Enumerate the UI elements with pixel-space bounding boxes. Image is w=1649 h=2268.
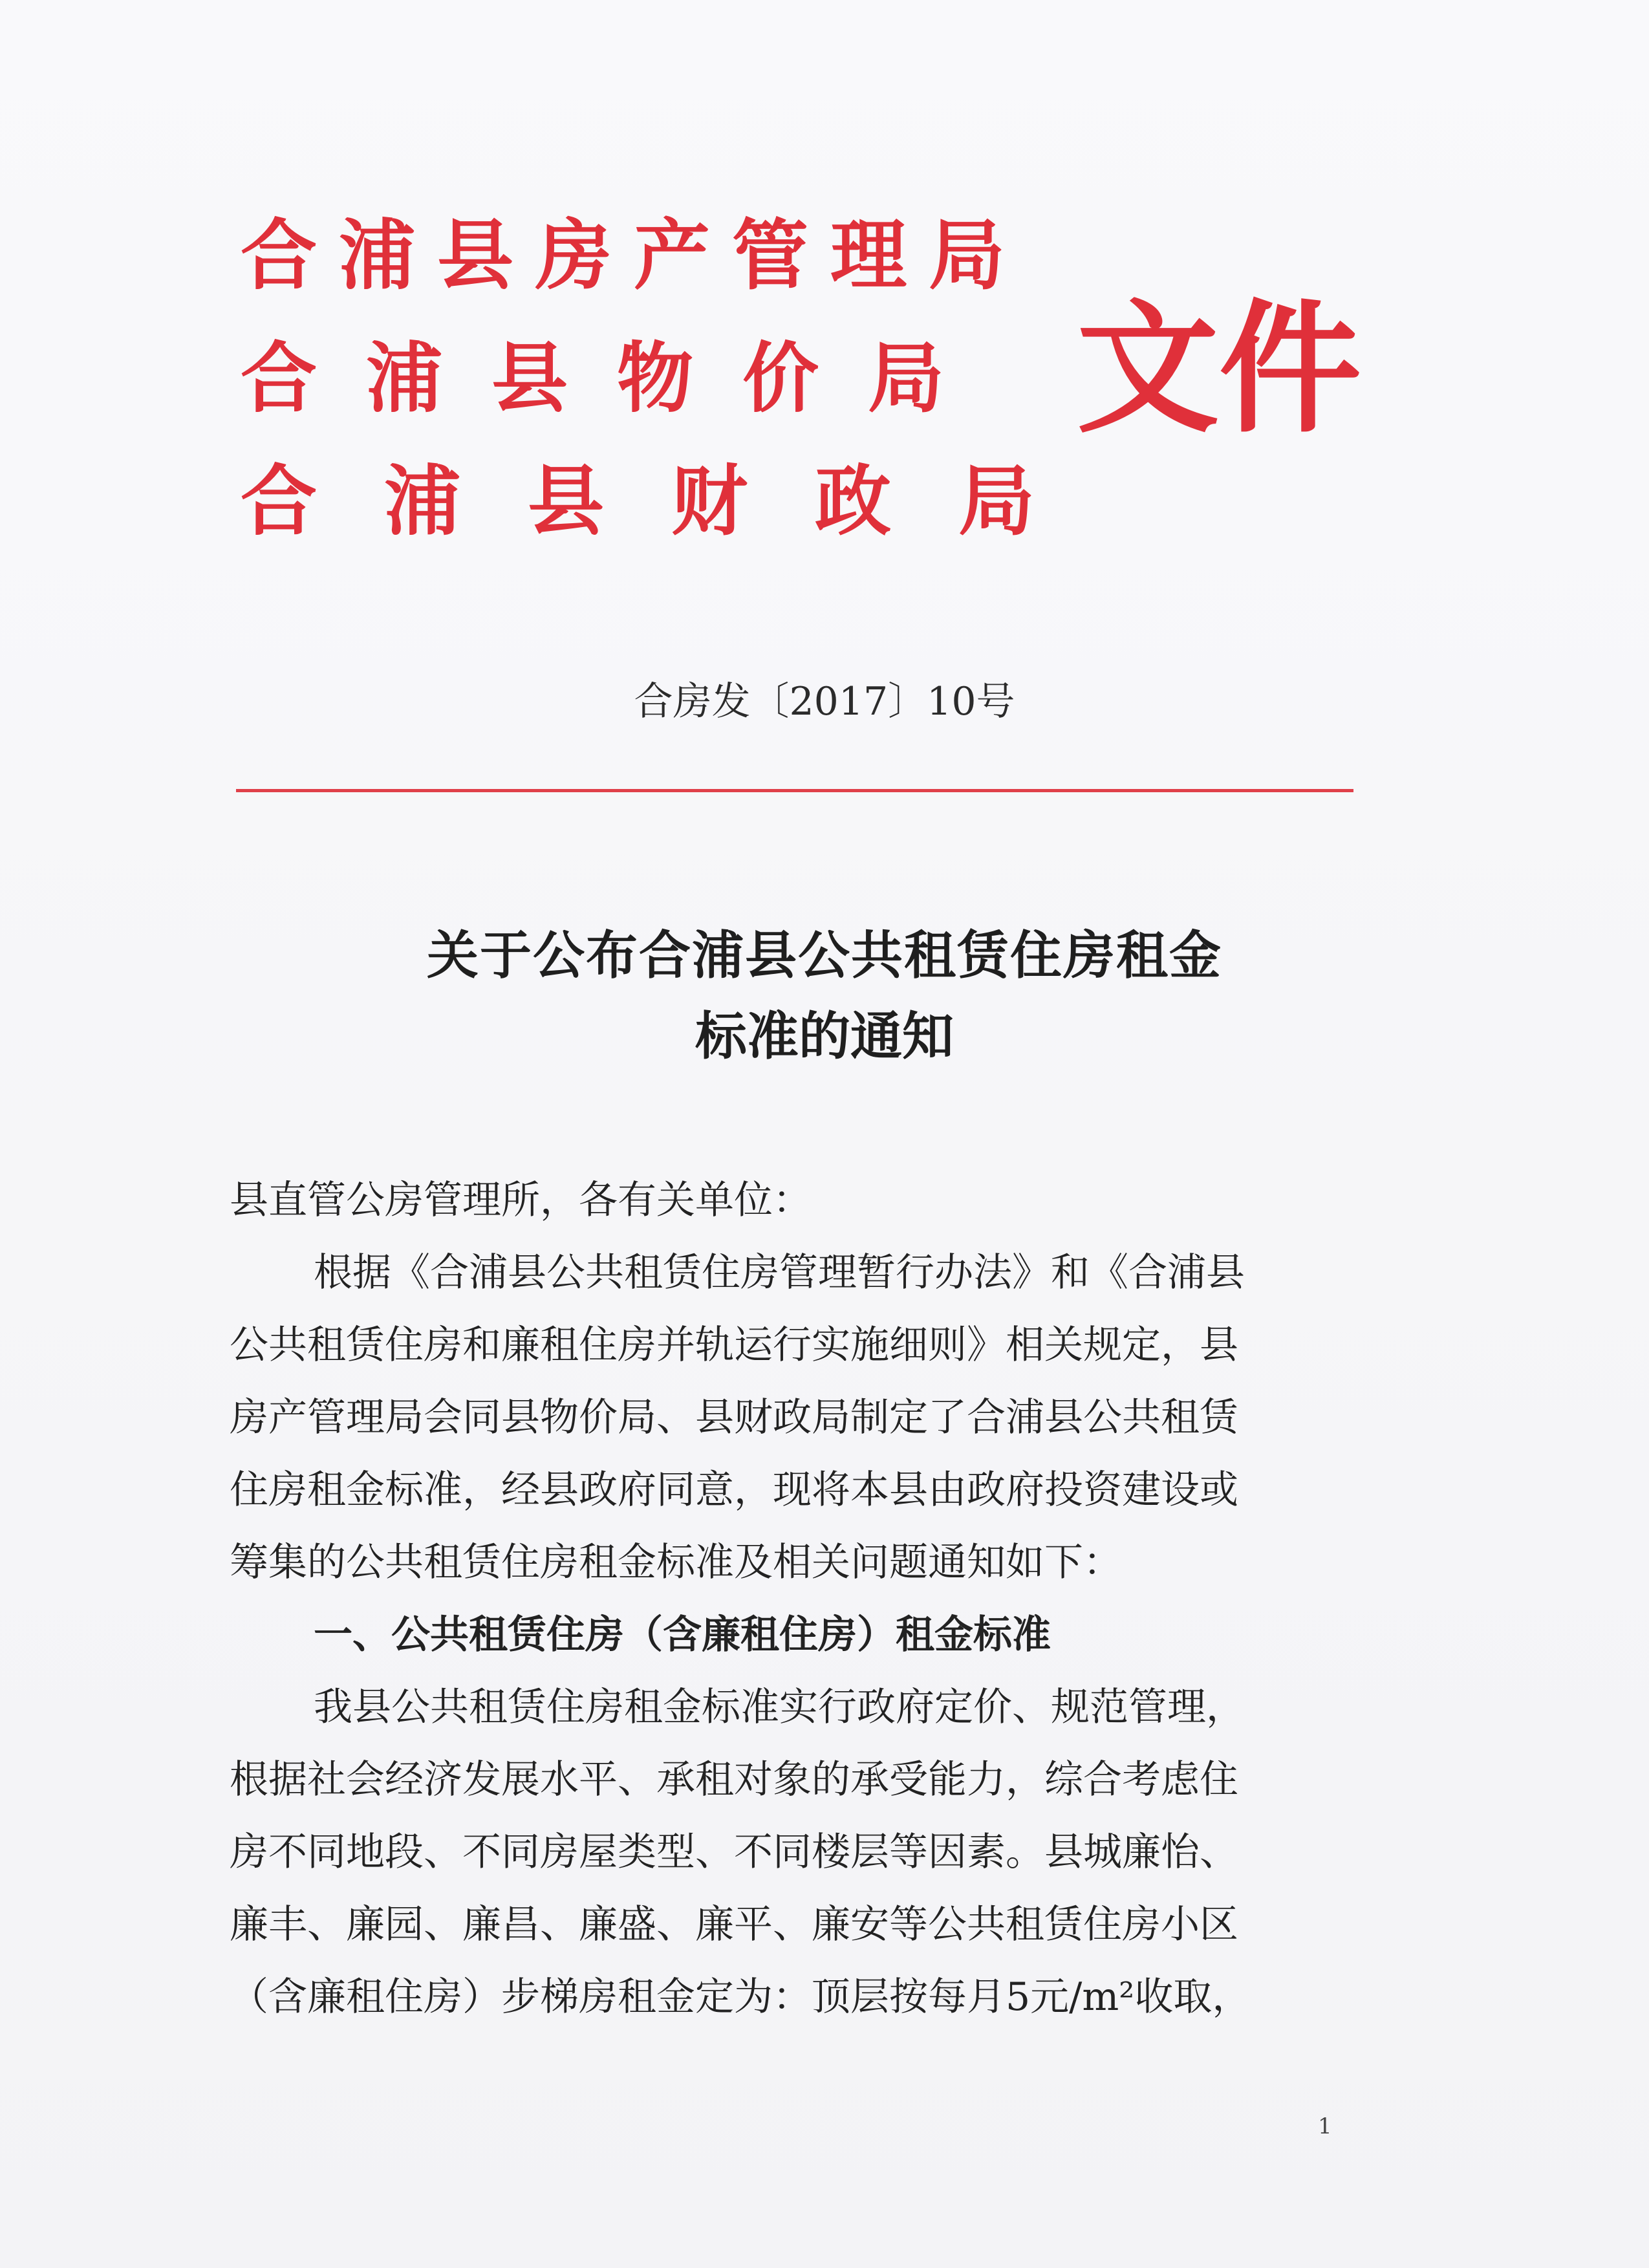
agency-finance-bureau: 合浦县财政局: [241, 456, 1103, 546]
title-line-2: 标准的通知: [695, 1006, 954, 1066]
agency-housing-bureau: 合浦县房产管理局: [241, 210, 1028, 300]
para1-line-2: 公共租赁住房和廉租住房并轨运行实施细则》相关规定，县: [230, 1323, 1238, 1368]
para2-line-1: 我县公共租赁住房租金标准实行政府定价、规范管理，: [314, 1685, 1245, 1730]
page-number: 1: [1318, 2113, 1332, 2139]
para1-line-5: 筹集的公共租赁住房租金标准及相关问题通知如下：: [230, 1540, 1122, 1585]
para2-line-5: （含廉租住房）步梯房租金定为：顶层按每月5元/m²收取，: [230, 1974, 1251, 2020]
para1-line-3: 房产管理局会同县物价局、县财政局制定了合浦县公共租赁: [230, 1395, 1238, 1440]
title-line-1: 关于公布合浦县公共租赁住房租金: [427, 925, 1222, 986]
addressee: 县直管公房管理所，各有关单位：: [230, 1178, 812, 1223]
para2-line-4: 廉丰、廉园、廉昌、廉盛、廉平、廉安等公共租赁住房小区: [230, 1902, 1238, 1947]
red-divider-line: [236, 789, 1353, 792]
document-title: [0, 915, 1649, 1077]
document-label: 文件: [1077, 285, 1362, 452]
issuing-agencies: [241, 194, 1103, 563]
document-body: [230, 1164, 1342, 2033]
para2-line-3: 房不同地段、不同房屋类型、不同楼层等因素。县城廉怡、: [230, 1830, 1238, 1875]
agency-price-bureau: 合浦县物价局: [241, 333, 994, 423]
para1-line-1: 根据《合浦县公共租赁住房管理暂行办法》和《合浦县: [314, 1250, 1245, 1295]
para2-line-2: 根据社会经济发展水平、承租对象的承受能力，综合考虑住: [230, 1757, 1238, 1802]
document-number: 合房发〔2017〕10号: [634, 679, 1015, 724]
para1-line-4: 住房租金标准，经县政府同意，现将本县由政府投资建设或: [230, 1467, 1238, 1513]
section1-heading: 一、公共租赁住房（含廉租住房）租金标准: [314, 1612, 1051, 1658]
